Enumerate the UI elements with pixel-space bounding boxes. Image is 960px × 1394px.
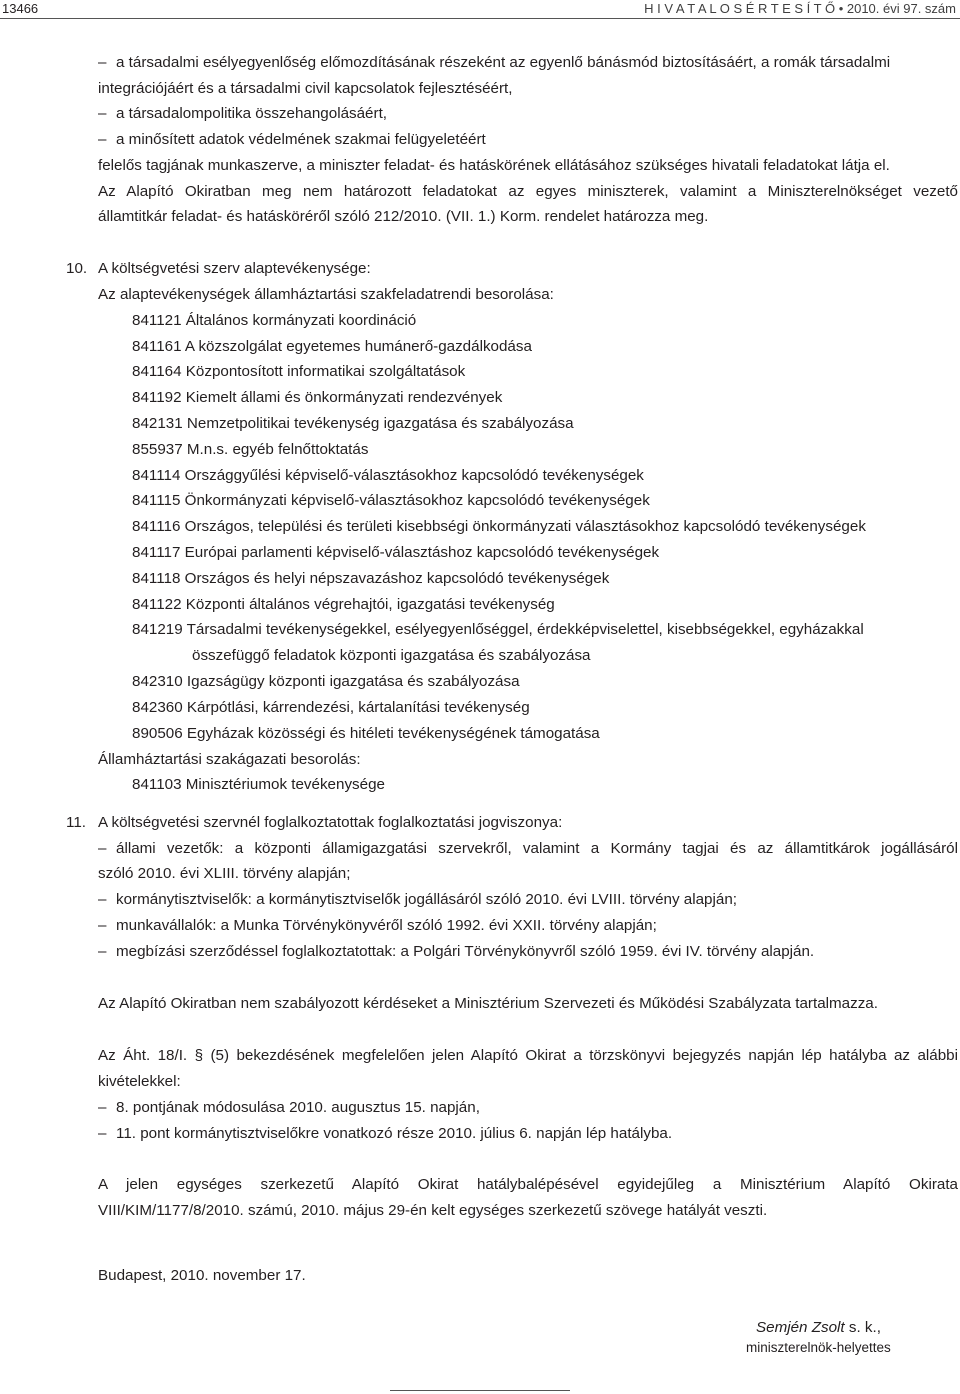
signature [756,1318,881,1338]
activity-code-item: 842131 Nemzetpolitikai tevékenység igazgatása és szabályozása [132,415,574,432]
activity-code-item: 841117 Európai parlamenti képviselő-választáshoz kapcsolódó tevékenységek [132,544,660,561]
activity-code-item: 841122 Központi általános végrehajtói, igazgatási tevékenység [132,596,555,613]
page-header [0,0,960,20]
signer-title: miniszterelnök-helyettes [746,1340,891,1355]
section-number: 11. [66,814,86,831]
activity-code-item: 841118 Országos és helyi népszavazáshoz kapcsolódó tevékenységek [132,570,610,587]
signer-suffix: s. k., [844,1319,881,1336]
list-item: a társadalmi esélyegyenlőség előmozdításának részeként az egyenlő bánásmód biztosításáért, a romák társadalmi [116,54,891,71]
list-dash: – [98,105,107,122]
signer-name: Semjén Zsolt [756,1319,845,1336]
section-title: A költségvetési szervnél foglalkoztatottak foglalkoztatási jogviszonya: [98,814,563,831]
list-item: állami vezetők: a központi államigazgatási szervekről, valamint a Kormány tagjai és az államtitkárok jogállásáról [116,840,958,857]
intro-closing: felelős tagjának munkaszerve, a miniszter feladat- és hatáskörének ellátásához szükséges hivatali feladatokat látja el. [98,157,890,174]
footer-rule [390,1390,570,1391]
closing-paragraph: Az Alapító Okiratban nem szabályozott kérdéseket a Minisztérium Szervezeti és Működési Szabályzata tartalmazza. [98,995,878,1012]
list-dash: – [98,943,107,960]
sector-item: 841103 Minisztériumok tevékenysége [132,776,385,793]
list-dash: – [98,1099,107,1116]
paragraph-line: kivételekkel: [98,1073,181,1090]
list-item: a minősített adatok védelmének szakmai felügyeletéért [116,131,486,148]
activity-code-item: 855937 M.n.s. egyéb felnőttoktatás [132,441,369,458]
sector-title: Államháztartási szakágazati besorolás: [98,751,361,768]
list-dash: – [98,131,107,148]
activity-code-item: 841116 Országos, települési és területi kisebbségi önkormányzati választásokhoz kapcsolódó tevékenységek [132,518,866,535]
activity-code-item: 841121 Általános kormányzati koordináció [132,312,417,329]
activity-code-item: 841164 Központosított informatikai szolgáltatások [132,363,466,380]
activity-code-item: 842310 Igazságügy központi igazgatása és szabályozása [132,673,520,690]
activity-code-item: 841161 A közszolgálat egyetemes humánerő-gazdálkodása [132,338,532,355]
activity-code-item: 841115 Önkormányzati képviselő-választásokhoz kapcsolódó tevékenységek [132,492,650,509]
exception-item: 11. pont kormánytisztviselőkre vonatkozó része 2010. július 6. napján lép hatályba. [116,1125,673,1142]
paragraph-line: A jelen egységes szerkezetű Alapító Okirat hatálybalépésével egyidejűleg a Minisztérium Alapító Okirata [98,1176,958,1193]
list-dash: – [98,917,107,934]
section-subtitle: Az alaptevékenységek államháztartási szakfeladatrendi besorolása: [98,286,554,303]
activity-code-item: 841114 Országgyűlési képviselő-választásokhoz kapcsolódó tevékenységek [132,467,644,484]
list-item: a társadalompolitika összehangolásáért, [116,105,388,122]
activity-code-item: 842360 Kárpótlási, kárrendezési, kártalanítási tevékenység [132,699,530,716]
activity-code-item: 841192 Kiemelt állami és önkormányzati rendezvények [132,389,503,406]
activity-code-continuation: összefüggő feladatok központi igazgatása és szabályozása [192,647,591,664]
publication-title: H I V A T A L O S É R T E S Í T Ő • 2010. évi 97. szám [644,1,956,16]
list-item-continuation: integrációjáért és a társadalmi civil kapcsolatok fejlesztéséért, [98,80,513,97]
list-dash: – [98,891,107,908]
activity-code-item: 841219 Társadalmi tevékenységekkel, esélyegyenlőséggel, érdekképviselettel, kisebbségekkel, egyházakkal [132,621,864,638]
list-item-continuation: szóló 2010. évi XLIII. törvény alapján; [98,865,351,882]
paragraph-line: VIII/KIM/1177/8/2010. számú, 2010. május 29-én kelt egységes szerkezetű szövege hatályát veszti. [98,1202,768,1219]
paragraph-line: Az Alapító Okiratban meg nem határozott feladatokat az egyes miniszterek, valamint a Miniszterelnökséget vezető [98,183,958,200]
section-title: A költségvetési szerv alaptevékenysége: [98,260,371,277]
list-item: munkavállalók: a Munka Törvénykönyvéről szóló 1992. évi XXII. törvény alapján; [116,917,657,934]
list-dash: – [98,1125,107,1142]
activity-code-item: 890506 Egyházak közösségi és hitéleti tevékenységének támogatása [132,725,600,742]
list-dash: – [98,54,107,71]
paragraph-line: államtitkár feladat- és hatásköréről szóló 212/2010. (VII. 1.) Korm. rendelet határozza meg. [98,208,709,225]
header-rule [0,18,960,19]
list-dash: – [98,840,107,857]
paragraph-line: Az Áht. 18/I. § (5) bekezdésének megfelelően jelen Alapító Okirat a törzskönyvi bejegyzés napján lép hatályba az alábbi [98,1047,958,1064]
section-number: 10. [66,260,88,277]
exception-item: 8. pontjának módosulása 2010. augusztus 15. napján, [116,1099,480,1116]
list-item: kormánytisztviselők: a kormánytisztviselők jogállásáról szóló 2010. évi LVIII. törvény alapján; [116,891,737,908]
list-item: megbízási szerződéssel foglalkoztatottak: a Polgári Törvénykönyvről szóló 1959. évi IV. törvény alapján. [116,943,815,960]
page-number: 13466 [2,1,39,16]
place-date: Budapest, 2010. november 17. [98,1267,306,1284]
